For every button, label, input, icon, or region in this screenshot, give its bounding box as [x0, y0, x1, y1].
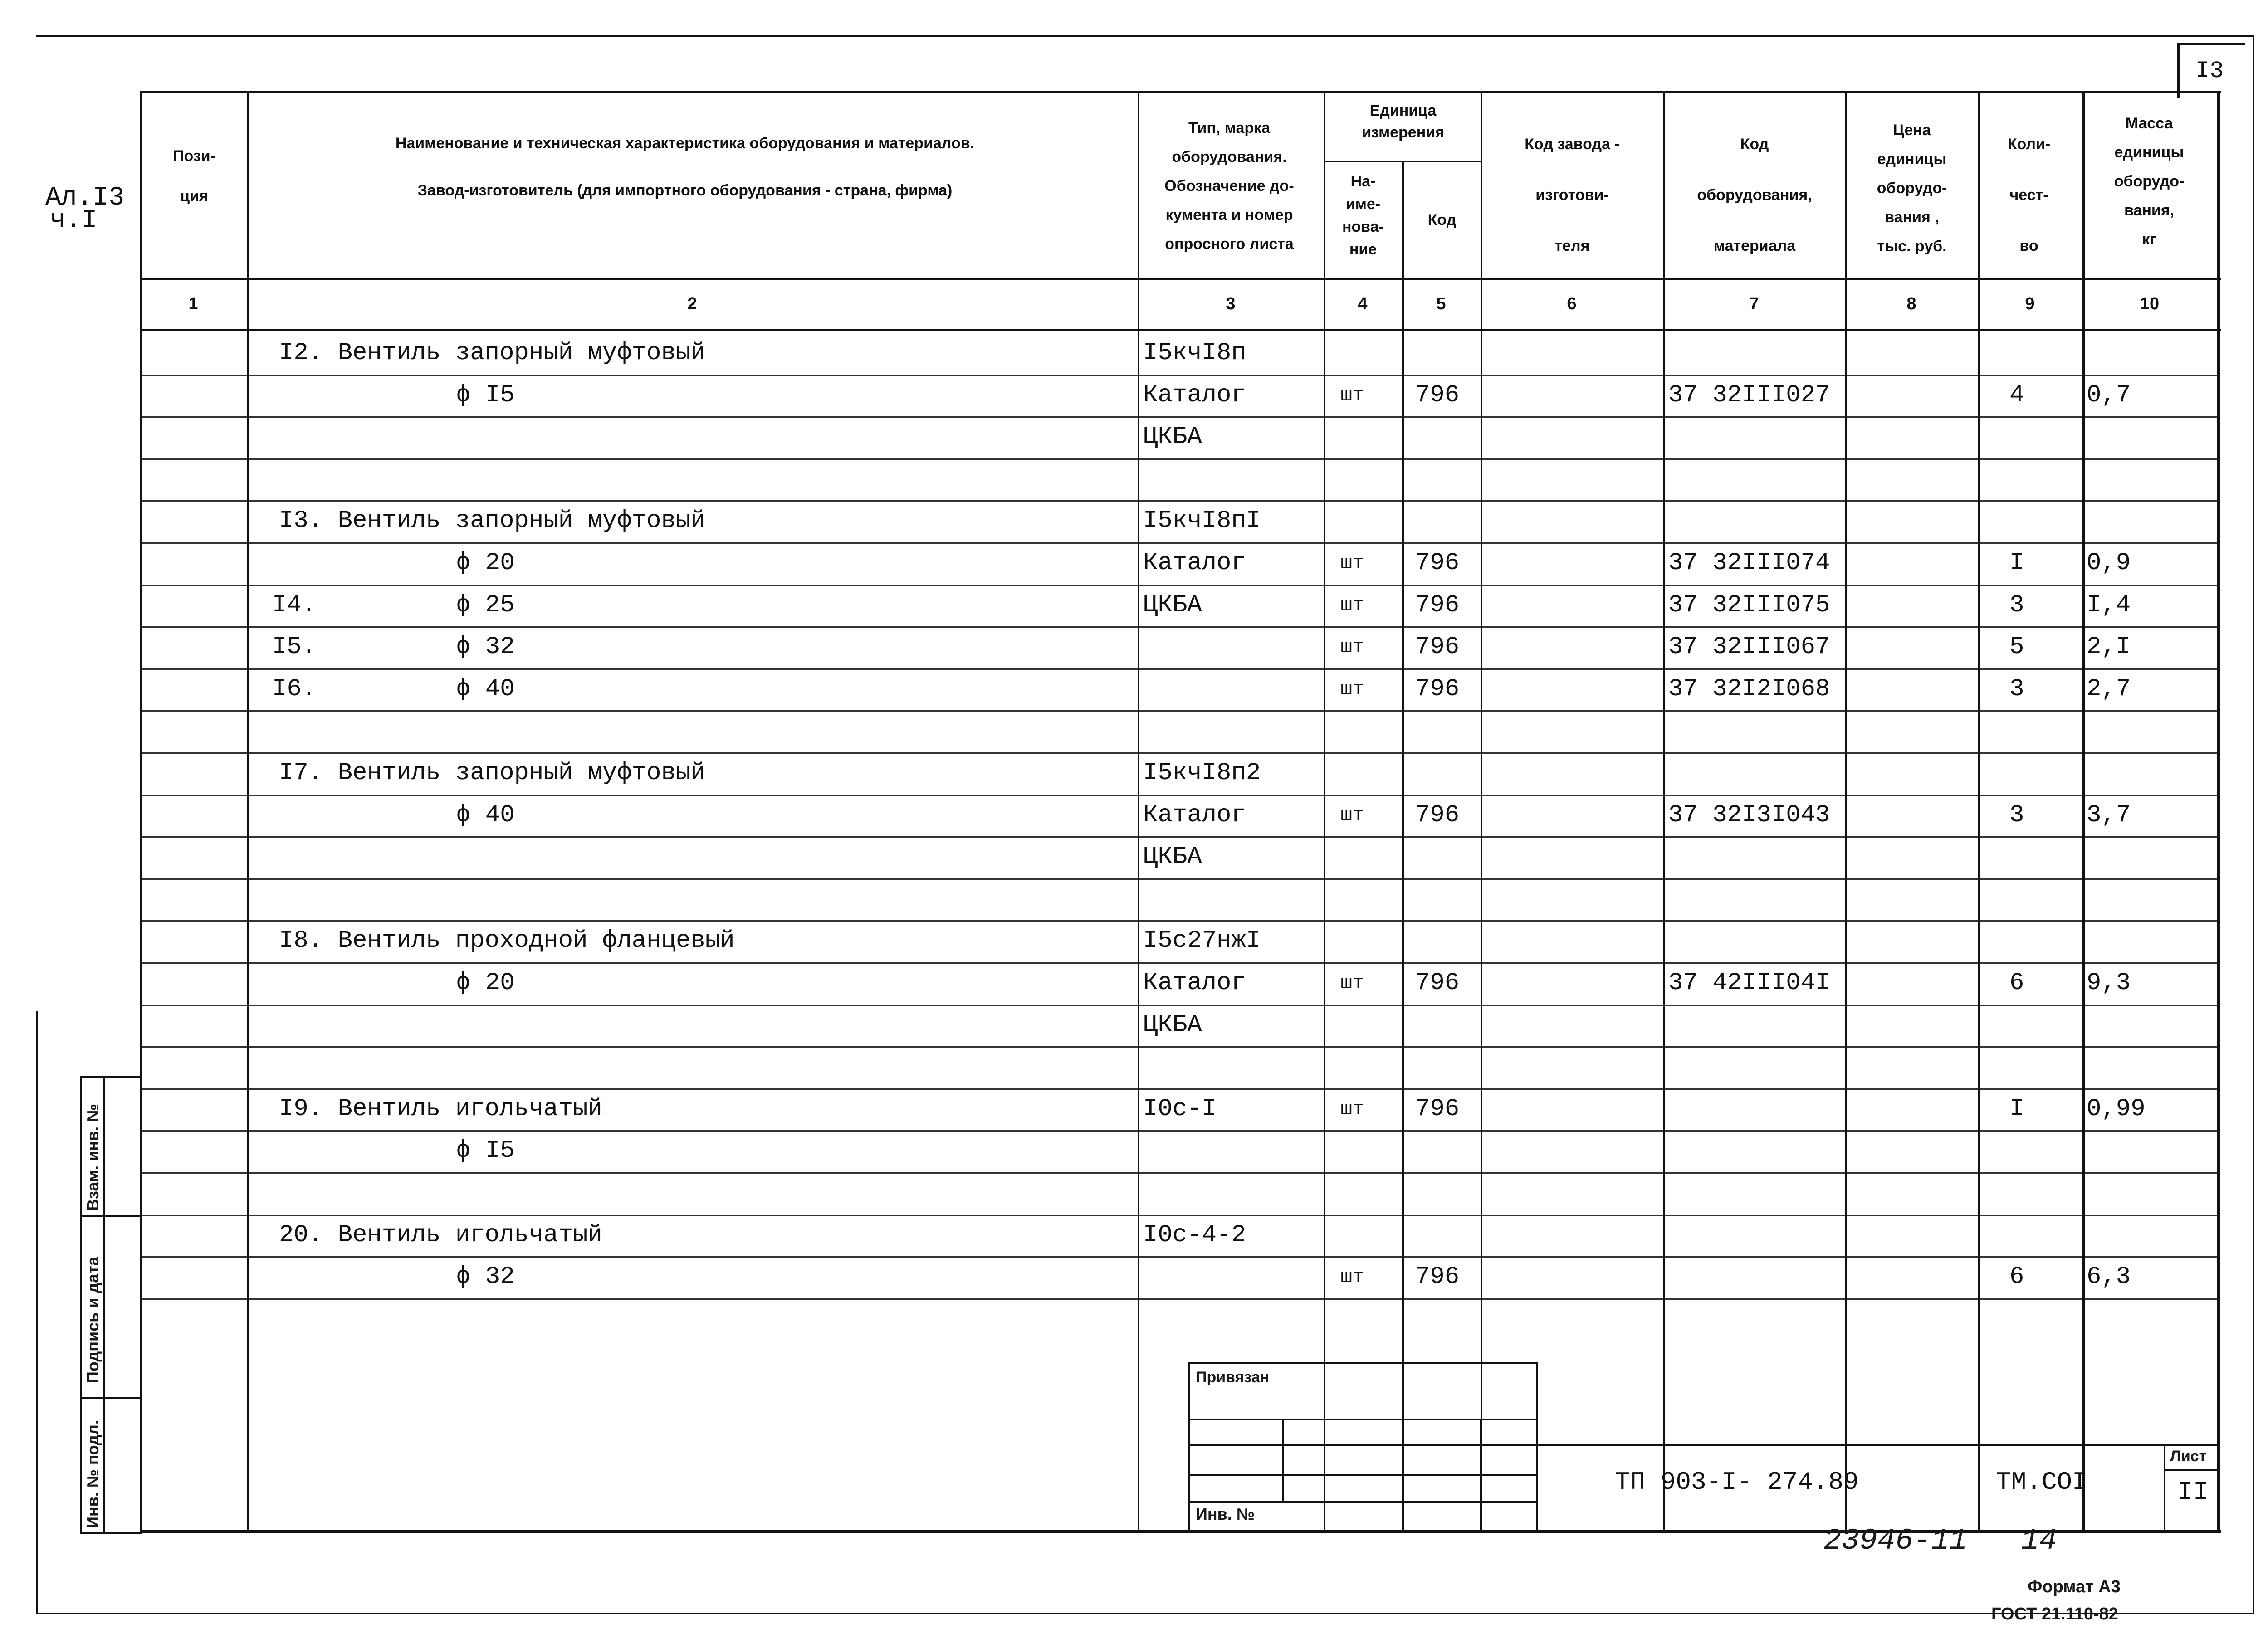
stamp-sheet-number: II: [2177, 1478, 2209, 1507]
stamp-grid-v3: [1480, 1419, 1481, 1531]
row-type: Каталог: [1143, 969, 1246, 997]
row-number: I4.: [272, 591, 317, 619]
header-unit-code: Код: [1427, 211, 1457, 229]
strip-mid: [103, 1076, 105, 1534]
row-divider: [140, 1088, 2219, 1090]
row-quantity: 4: [2009, 381, 2024, 409]
stamp-grid-h4: [1188, 1501, 1538, 1503]
top-rule: [36, 35, 2254, 37]
stamp-box-left: [1188, 1362, 1190, 1531]
column-number: 7: [1749, 294, 1759, 313]
outer-bottom: [36, 1613, 2254, 1614]
row-mass: 2,7: [2087, 675, 2131, 703]
row-unit: шт: [1340, 972, 1364, 995]
strip-div1: [80, 1215, 142, 1217]
row-quantity: 6: [2009, 1263, 2024, 1291]
header-quantity: Коли- чест- во: [2007, 136, 2051, 254]
row-divider: [140, 1256, 2219, 1258]
row-type: Каталог: [1143, 381, 1246, 409]
row-unit-code: 796: [1415, 969, 1460, 997]
row-type: Каталог: [1143, 549, 1246, 577]
header-type: Тип, марка оборудования. Обозначение до- кумента и номер опросного листа: [1164, 119, 1294, 253]
row-divider: [140, 1172, 2219, 1174]
row-equipment-code: 37 32III075: [1668, 591, 1830, 619]
stamp-grid-h1: [1188, 1419, 1538, 1420]
colnum-bottom: [140, 329, 2221, 331]
row-divider: [140, 626, 2219, 628]
outer-right: [2253, 35, 2254, 1614]
column-number: 9: [2025, 294, 2035, 313]
row-type: ЦКБА: [1143, 423, 1202, 451]
row-name: ϕ 32: [456, 1263, 515, 1291]
header-bottom: [140, 278, 2221, 280]
row-unit-code: 796: [1415, 1263, 1460, 1291]
row-name: I7. Вентиль запорный муфтовый: [279, 759, 705, 787]
row-mass: 2,I: [2087, 633, 2131, 661]
row-mass: 0,7: [2087, 381, 2131, 409]
row-unit: шт: [1340, 804, 1364, 827]
header-unit-name: На- име- нова- ние: [1342, 173, 1384, 258]
column-number: 6: [1567, 294, 1577, 313]
row-name: I8. Вентиль проходной фланцевый: [279, 927, 735, 955]
stamp-box-top: [1188, 1362, 1538, 1364]
side-label-line2: ч.I: [50, 206, 98, 235]
row-name: ϕ 40: [456, 801, 515, 829]
format-label: Формат А3: [2028, 1577, 2121, 1596]
gost-label: ГОСТ 21.110-82: [1991, 1605, 2118, 1624]
row-name: 20. Вентиль игольчатый: [279, 1221, 602, 1249]
row-unit-code: 796: [1415, 591, 1460, 619]
row-equipment-code: 37 32III067: [1668, 633, 1830, 661]
row-divider: [140, 962, 2219, 964]
row-name: ϕ 20: [456, 549, 515, 577]
stamp-grid-h2: [1188, 1444, 2218, 1446]
row-mass: 0,99: [2087, 1095, 2146, 1123]
corner-box-top: [2177, 43, 2245, 45]
column-number: 2: [687, 294, 697, 313]
row-type: I5кчI8п: [1143, 339, 1246, 367]
row-unit: шт: [1340, 552, 1364, 575]
row-type: I5кчI8пI: [1143, 507, 1261, 535]
strip-div2: [80, 1397, 142, 1399]
row-number: I5.: [272, 633, 317, 661]
row-divider: [140, 416, 2219, 418]
stamp-sheet-label: Лист: [2170, 1448, 2207, 1465]
strip-left: [80, 1076, 82, 1534]
row-mass: 0,9: [2087, 549, 2131, 577]
row-unit-code: 796: [1415, 801, 1460, 829]
row-divider: [140, 1130, 2219, 1132]
row-number: I6.: [272, 675, 317, 703]
row-divider: [140, 1215, 2219, 1216]
row-unit-code: 796: [1415, 549, 1460, 577]
row-divider: [140, 1046, 2219, 1048]
column-number: 10: [2140, 294, 2160, 313]
header-name: Наименование и техническая характеристика оборудования и материалов. Завод-изготовитель (для импортного оборудования - страна, фирма): [395, 135, 975, 199]
stamp-grid-v2: [1402, 1419, 1403, 1531]
column-number: 3: [1226, 294, 1236, 313]
row-divider: [140, 795, 2219, 796]
row-type: I0с-I: [1143, 1095, 1217, 1123]
row-name: ϕ 32: [456, 633, 515, 661]
handwritten-number: 23946-11 14: [1823, 1524, 2057, 1558]
row-quantity: 3: [2009, 801, 2024, 829]
row-type: ЦКБА: [1143, 591, 1202, 619]
row-unit: шт: [1340, 1098, 1364, 1121]
column-number: 1: [188, 294, 198, 313]
row-type: I5с27нжI: [1143, 927, 1261, 955]
stamp-mark: ТМ.СОI: [1996, 1468, 2087, 1497]
row-unit-code: 796: [1415, 633, 1460, 661]
stamp-box-right: [1536, 1362, 1538, 1531]
row-type: I0с-4-2: [1143, 1221, 1246, 1249]
strip-bottom: [80, 1532, 142, 1534]
row-divider: [140, 542, 2219, 544]
row-mass: 6,3: [2087, 1263, 2131, 1291]
stamp-original-inv: Инв. № подл.: [83, 1420, 102, 1528]
header-unit: Единица измерения: [1362, 102, 1444, 141]
row-divider: [140, 458, 2219, 460]
header-price: Цена единицы оборудо- вания , тыс. руб.: [1877, 122, 1947, 255]
row-equipment-code: 37 32III074: [1668, 549, 1830, 577]
row-equipment-code: 37 32I3I043: [1668, 801, 1830, 829]
column-number: 5: [1436, 294, 1446, 313]
row-unit-code: 796: [1415, 1095, 1460, 1123]
row-divider: [140, 920, 2219, 922]
stamp-replaced-inv: Взам. инв. №: [83, 1103, 102, 1211]
row-name: ϕ 40: [456, 675, 515, 703]
header-equipment-code: Код оборудования, материала: [1697, 136, 1812, 254]
column-divider: [1402, 161, 1404, 1532]
row-quantity: I: [2009, 549, 2024, 577]
row-name: ϕ 20: [456, 969, 515, 997]
row-divider: [140, 836, 2219, 838]
row-name: ϕ 25: [456, 591, 515, 619]
outer-left: [36, 1011, 38, 1614]
table-right: [2217, 91, 2220, 1533]
row-mass: 9,3: [2087, 969, 2131, 997]
row-quantity: 3: [2009, 675, 2024, 703]
row-equipment-code: 37 42III04I: [1668, 969, 1830, 997]
row-type: ЦКБА: [1143, 843, 1202, 871]
row-name: I2. Вентиль запорный муфтовый: [279, 339, 705, 367]
stamp-inv-label: Инв. №: [1196, 1505, 1255, 1523]
row-divider: [140, 585, 2219, 586]
row-equipment-code: 37 32III027: [1668, 381, 1830, 409]
row-type: ЦКБА: [1143, 1011, 1202, 1039]
stamp-grid-h3: [1188, 1474, 1538, 1476]
row-unit-code: 796: [1415, 675, 1460, 703]
row-quantity: 5: [2009, 633, 2024, 661]
row-quantity: 6: [2009, 969, 2024, 997]
row-mass: 3,7: [2087, 801, 2131, 829]
row-name: I9. Вентиль игольчатый: [279, 1095, 602, 1123]
stamp-signature-date: Подпись и дата: [83, 1257, 102, 1383]
row-divider: [140, 1298, 2219, 1300]
side-label-line1: Ал.I3: [45, 183, 125, 213]
row-divider: [140, 668, 2219, 670]
column-number: 4: [1358, 294, 1368, 313]
row-quantity: I: [2009, 1095, 2024, 1123]
row-divider: [140, 752, 2219, 754]
sheet-corner-number: I3: [2195, 58, 2224, 84]
row-divider: [140, 1005, 2219, 1006]
header-factory-code: Код завода - изготови- теля: [1525, 136, 1620, 254]
row-name: I3. Вентиль запорный муфтовый: [279, 507, 705, 535]
row-mass: I,4: [2087, 591, 2131, 619]
row-unit-code: 796: [1415, 381, 1460, 409]
header-position: Пози- ция: [173, 147, 215, 205]
sheet-box-mid: [2164, 1469, 2220, 1471]
header-mass: Масса единицы оборудо- вания, кг: [2114, 115, 2185, 248]
row-divider: [140, 710, 2219, 712]
row-type: Каталог: [1143, 801, 1246, 829]
row-unit: шт: [1340, 1266, 1364, 1288]
row-name: ϕ I5: [456, 381, 515, 409]
stamp-privyazan: Привязан: [1196, 1369, 1270, 1386]
strip-top: [80, 1076, 142, 1078]
row-unit: шт: [1340, 594, 1364, 617]
row-unit: шт: [1340, 636, 1364, 658]
stamp-doc-code: ТП 903-I- 274.89: [1615, 1468, 1859, 1497]
row-type: I5кчI8п2: [1143, 759, 1261, 787]
row-divider: [140, 878, 2219, 880]
sheet-box-left: [2164, 1444, 2165, 1533]
row-unit: шт: [1340, 384, 1364, 407]
row-unit: шт: [1340, 678, 1364, 701]
table-top: [140, 91, 2221, 93]
row-equipment-code: 37 32I2I068: [1668, 675, 1830, 703]
row-quantity: 3: [2009, 591, 2024, 619]
corner-box-left: [2177, 43, 2180, 98]
stamp-grid-v1: [1282, 1419, 1284, 1503]
row-name: ϕ I5: [456, 1137, 515, 1165]
column-number: 8: [1906, 294, 1916, 313]
row-divider: [140, 375, 2219, 376]
row-divider: [140, 500, 2219, 502]
